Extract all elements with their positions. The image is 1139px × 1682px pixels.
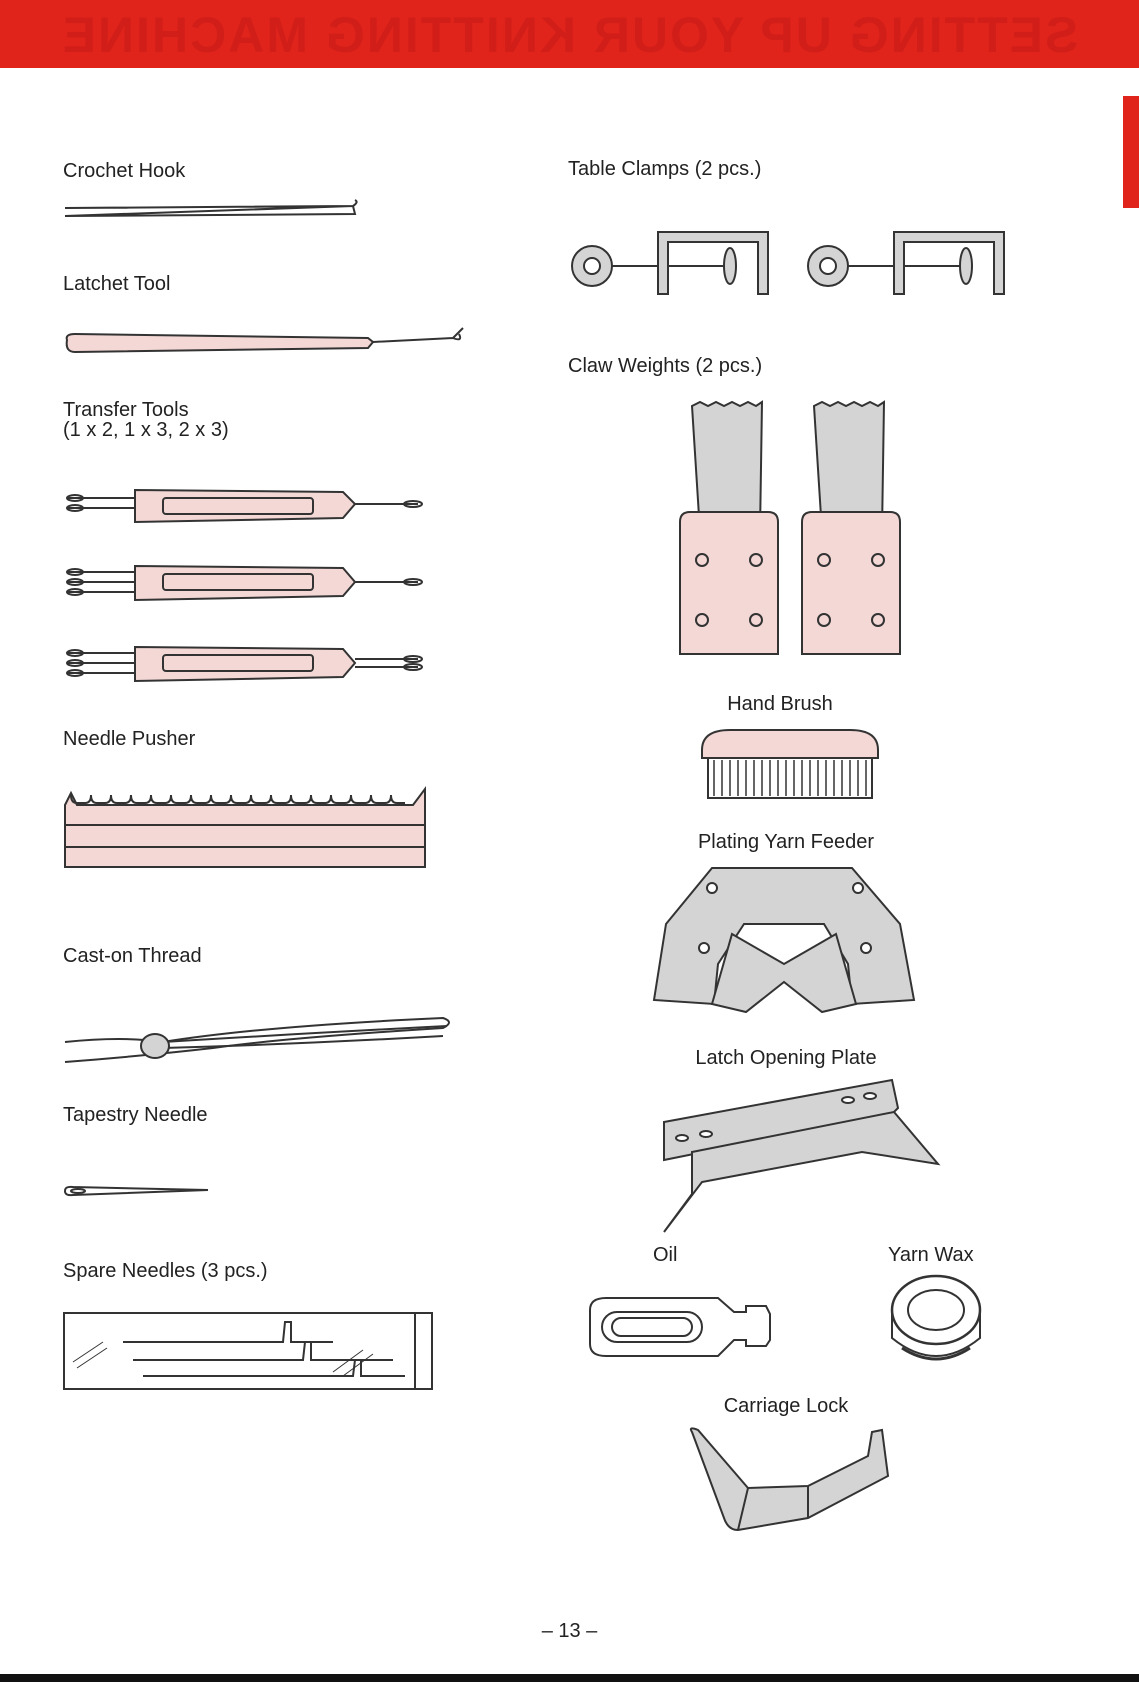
transfer-tool-2x3-icon <box>63 645 433 685</box>
claw-weight-1 <box>680 402 778 654</box>
oil-label: Oil <box>653 1244 678 1266</box>
side-tab <box>1123 96 1139 208</box>
latchet-tool-icon <box>63 328 463 358</box>
header-band <box>0 0 1139 68</box>
claw-weight-2 <box>802 402 900 654</box>
yarn-wax-icon <box>888 1274 984 1374</box>
claw-weights-label: Claw Weights (2 pcs.) <box>568 355 763 377</box>
latch-opening-plate-icon <box>662 1078 938 1234</box>
hand-brush-label: Hand Brush <box>727 693 833 715</box>
transfer-tools-label: Transfer Tools <box>63 399 189 421</box>
table-clamps-icon <box>568 228 1008 298</box>
needle-pusher-icon <box>63 785 433 870</box>
needle-pusher-label: Needle Pusher <box>63 728 196 750</box>
latchet-tool-label: Latchet Tool <box>63 273 171 295</box>
hand-brush-icon <box>700 726 880 802</box>
spare-needles-label: Spare Needles (3 pcs.) <box>63 1260 268 1282</box>
oil-icon <box>588 1296 784 1358</box>
crochet-hook-icon <box>63 200 363 220</box>
tapestry-needle-icon <box>63 1182 213 1202</box>
transfer-tools-sizes: (1 x 2, 1 x 3, 2 x 3) <box>63 419 229 441</box>
claw-weights-icon <box>680 402 910 662</box>
tapestry-needle-label: Tapestry Needle <box>63 1104 208 1126</box>
plating-yarn-feeder-icon <box>652 864 916 1014</box>
cast-on-thread-label: Cast-on Thread <box>63 945 202 967</box>
yarn-wax-label: Yarn Wax <box>888 1244 974 1266</box>
transfer-tool-1x2-icon <box>63 488 433 528</box>
cast-on-thread-icon <box>63 1012 453 1067</box>
plating-yarn-feeder-label: Plating Yarn Feeder <box>697 831 875 853</box>
table-clamps-label: Table Clamps (2 pcs.) <box>568 158 762 180</box>
carriage-lock-label: Carriage Lock <box>723 1395 849 1417</box>
header-title: SETTING UP YOUR KNITTING MACHINE <box>60 7 1079 63</box>
table-clamp-1 <box>572 232 768 294</box>
latch-opening-plate-label: Latch Opening Plate <box>695 1047 877 1069</box>
bottom-band <box>0 1674 1139 1682</box>
table-clamp-2 <box>808 232 1004 294</box>
spare-needles-icon <box>63 1312 435 1392</box>
page-number: – 13 – <box>541 1620 598 1642</box>
carriage-lock-icon <box>688 1426 896 1534</box>
transfer-tool-1x3-icon <box>63 564 433 604</box>
crochet-hook-label: Crochet Hook <box>63 160 186 182</box>
